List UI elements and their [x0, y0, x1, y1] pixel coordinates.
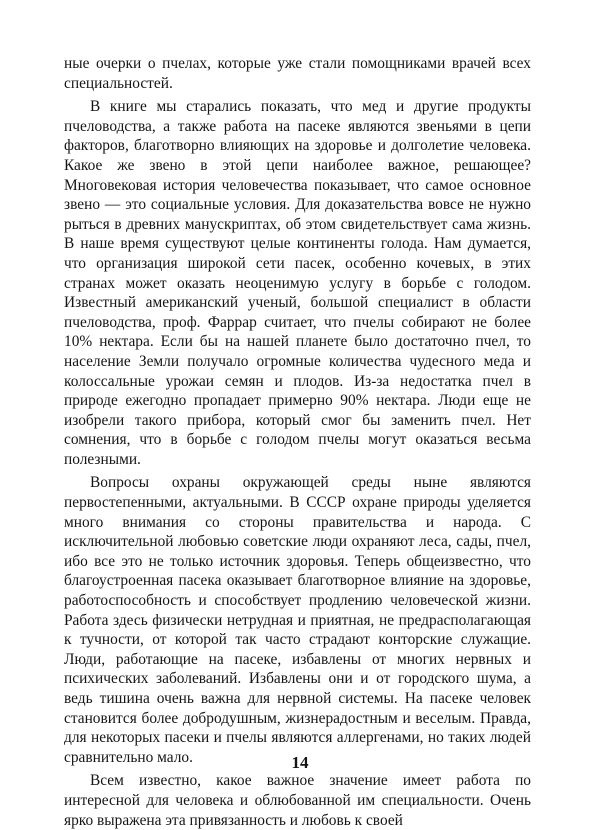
paragraph-profession: Всем известно, какое важное значение имеет работа по интересной для человека и облюбованной им специальности. Очень ярко выражена эта привязанность и любовь к своей: [64, 772, 531, 829]
paragraph-honey-and-health: В книге мы старались показать, что мед и другие продукты пчеловодства, а также работа на пасеке являются звеньями в цепи факторов, благотворно влияющих на здоровье и долголетие человека. Какое же звено в этой цепи наиболее важное, решающее? Многовековая история человечества показывает, что самое основное звено — это социальные условия. Для доказательства вовсе не нужно рыться в древних манускриптах, об этом свидетельствует сама жизнь. В наше время существуют целые континенты голода. Нам думается, что организация широкой сети пасек, особенно кочевых, в этих странах может оказать неоценимую услугу в борьбе с голодом. Известный американский ученый, большой специалист в области пчеловодства, проф. Фаррар считает, что пчелы собирают не более 10% нектара. Если бы на нашей планете было достаточно пчел, то население Земли получало огромные количества чудесного меда и колоссальные урожаи семян и плодов. Из-за недостатка пчел в природе ежегодно пропадает примерно 90% нектара. Люди еще не изобрели такого прибора, который смог бы заменить пчел. Нет сомнения, что в борьбе с голодом пчелы могут оказаться весьма полезными.: [64, 98, 531, 468]
body-text: [64, 54, 531, 830]
paragraph-environment: Вопросы охраны окружающей среды ныне являются первостепенными, актуальными. В СССР охране природы уделяется много внимания со стороны правительства и народа. С исключительной любовью советские люди охраняют леса, сады, пчел, ибо все это не только источник здоровья. Теперь общеизвестно, что благоустроенная пасека оказывает благотворное влияние на здоровье, работоспособность и способствует продлению человеческой жизни. Работа здесь физически нетрудная и приятная, не предрасполагающая к тучности, от которой так часто страдают конторские служащие. Люди, работающие на пасеке, избавлены от многих нервных и психических заболеваний. Избавлены они и от городского шума, а ведь тишина очень важна для нервной системы. На пасеке человек становится более добродушным, жизнерадостным и веселым. Правда, для некоторых пасеки и пчелы являются аллергенами, но таких людей сравнительно мало.: [64, 474, 531, 766]
paragraph-continuation: ные очерки о пчелах, которые уже стали помощниками врачей всех специальностей.: [64, 55, 531, 92]
page-number: 14: [291, 753, 309, 772]
